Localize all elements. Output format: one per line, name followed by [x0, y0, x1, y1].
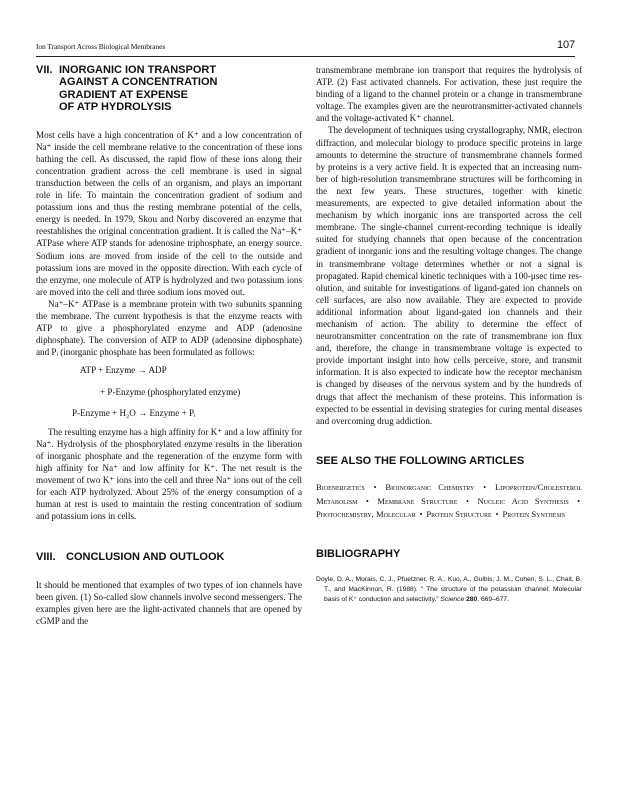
- see-also-item[interactable]: Photochemistry, Molecular: [316, 509, 416, 520]
- section-7-title-line-2: AGAINST A CONCENTRATION: [59, 76, 218, 89]
- see-also-item[interactable]: Bioenergetics: [316, 482, 365, 493]
- section-7-title-line-4: OF ATP HYDROLYSIS: [59, 101, 172, 114]
- running-header: [36, 40, 575, 54]
- right-paragraph-2: The development of techniques using crystallography, NMR, electron diffraction, and molecular biology to produce specific proteins in large amounts to determine the structure of transmembrane channels formed by proteins is a very active field. It is expected that an increasing number of high-resolution transmembrane structures will be forthcoming in the next few years. These structures, together with kinetic measurements, are expected to give detailed information about the mechanism by which inorganic ions are transported across the cell membrane. The single-channel current-recording technique is ideally suited for studying channels that open because of the concentration gradient of inorganic ions and the resulting voltage changes. The change in transmembrane voltage determines whether or not a signal is propagated. Rapid chemical kinetic techniques with a 100-μsec time resolution, and suitable for investigations of ligand-gated ion channels on cell surfaces, are also now available. They are expected to provide additional information about ligand-gated ion channels and their mechanism of action. The ability to determine the effect of neurotransmitter concentration on the rate of transmembrane ion flux and, therefore, the change in transmembrane voltage is expected to provide important insight into how cells perceive, store, and transmit information. It is also expected to indicate how the receptor mechanism is changed by diseases of the nervous system and by the hundreds of drugs that affect the mechanism of these proteins. This information is expected to be essential in devising strategies for curing mental diseases and overcoming drug addiction.: [316, 125, 582, 426]
- see-also-heading-text: SEE ALSO THE FOLLOWING ARTICLES: [316, 454, 525, 467]
- section-8-heading: [36, 551, 302, 563]
- equation-1-continued: + P-Enzyme (phosphorylated enzyme): [100, 386, 241, 397]
- see-also-item[interactable]: Lipoprotein/Cholesterol Metabolism: [316, 482, 583, 506]
- section-7-paragraph-1: Most cells have a high concentration of K⁺ and a low concentration of Na⁺ inside the cell membrane relative to the concentration of these ions bathing the cell. As discussed, the rapid flow of these ions along their concentration gradient across the cell membrane is used in signal transduction between the cells of an organism, and plays an important role in life. To maintain the concentration gradient of sodium and potassium ions and thus the resting membrane potential of the cells, energy is needed. In 1979, Skou and Norby discovered an enzyme that reestablishes the original concentration gradient. It is called the Na⁺–K⁺ ATPase where ATP stands for adenosine triphosphate, an energy source. Sodium ions are moved from inside of the cell to the outside and potassium ions are moved in the opposite direction. With each cycle of the enzyme, one molecule of ATP is hydrolyzed and two potassium ions are moved into the cell and three sodium ions moved out.: [36, 129, 302, 297]
- bullet-separator: •: [577, 496, 581, 506]
- bib-pages: , 669–677.: [477, 596, 509, 604]
- see-also-item[interactable]: Protein Structure: [426, 509, 492, 520]
- section-7-paragraph-3: The resulting enzyme has a high affinity for K⁺ and a low affinity for Na⁺. Hydrolysis of the phosphorylated enzyme results in the liberation of inorganic phosphate and the regeneration of the enzyme form with high affinity for Na⁺ and low affinity for K⁺. The net result is the movement of two K⁺ ions into the cell and three Na⁺ ions out of the cell for each ATP hydrolyzed. About 25% of the energy consumption of a human at rest is used to maintain the resting concentration of sodium and potassium ions in cells.: [36, 426, 302, 522]
- right-paragraph-1: transmembrane membrane ion transport that requires the hydrolysis of ATP. (2) Fast activated channels. For activation, these just require the binding of a ligand to the channel protein or a change in transmembrane voltage. The examples given are the neurotransmitter-activated channels and the voltage-activated K⁺ channel.: [316, 65, 582, 124]
- see-also-list: [316, 481, 582, 521]
- bullet-separator: •: [483, 483, 487, 493]
- equation-1: ATP + Enzyme → ADP: [80, 365, 167, 376]
- see-also-item[interactable]: Bioinorganic Chemistry: [385, 482, 475, 493]
- see-also-item[interactable]: Nucleic Acid Synthesis: [477, 495, 569, 506]
- left-column: [36, 64, 302, 627]
- section-7-heading: [36, 64, 302, 114]
- section-7-title-line-1: INORGANIC ION TRANSPORT: [59, 64, 217, 76]
- right-column: [316, 64, 582, 605]
- page-number: 107: [556, 39, 575, 51]
- section-8-paragraph-1: It should be mentioned that examples of two types of ion channels have been given. (1) So-called slow channels involve second messengers. The examples given here are the light-activated channels that are opened by cGMP and the: [36, 579, 302, 627]
- section-7-number: VII.: [36, 64, 53, 76]
- bullet-separator: •: [466, 496, 469, 506]
- bullet-separator: •: [373, 483, 377, 493]
- section-8-title: CONCLUSION AND OUTLOOK: [66, 551, 225, 564]
- bibliography-heading: [316, 548, 582, 560]
- bibliography-entry: [316, 575, 582, 606]
- bibliography-heading-text: BIBLIOGRAPHY: [316, 548, 401, 561]
- see-also-heading: [316, 455, 582, 467]
- bib-volume: 280: [466, 596, 478, 604]
- bib-authors-title: Doyle, D. A., Morais, C. J., Pfuetzner, R. A., Kuo, A., Gulbis, J. M., Cohen, S. L., Chait, B. T., and MacKinnon, R. (1988). “ The structure of the potassium channel: Molecular basis of K⁺ conduction and selectivity,”: [316, 575, 582, 604]
- bullet-separator: •: [495, 510, 499, 520]
- see-also-item[interactable]: Protein Synthesis: [502, 509, 566, 520]
- equation-2: P-Enzyme + H₂O → Enzyme + Pᵢ: [72, 407, 196, 418]
- bullet-separator: •: [419, 510, 423, 520]
- bib-journal: Science: [440, 596, 465, 604]
- bullet-separator: •: [366, 496, 369, 506]
- running-title: Ion Transport Across Biological Membranes: [36, 42, 166, 51]
- header-rule: [36, 56, 575, 57]
- section-8-number: VIII.: [36, 551, 56, 564]
- section-7-paragraph-2: Na⁺–K⁺ ATPase is a membrane protein with two subunits spanning the membrane. The current hypothesis is that the enzyme reacts with ATP to give a phosphorylated enzyme and ADP (adenosine diphosphate). The conversion of ATP to ADP (adenosine diphosphate) and Pᵢ (inorganic phosphate has been formulated as follows:: [36, 298, 302, 358]
- section-7-title-line-3: GRADIENT AT EXPENSE: [59, 88, 188, 101]
- see-also-item[interactable]: Membrane Structure: [377, 495, 458, 506]
